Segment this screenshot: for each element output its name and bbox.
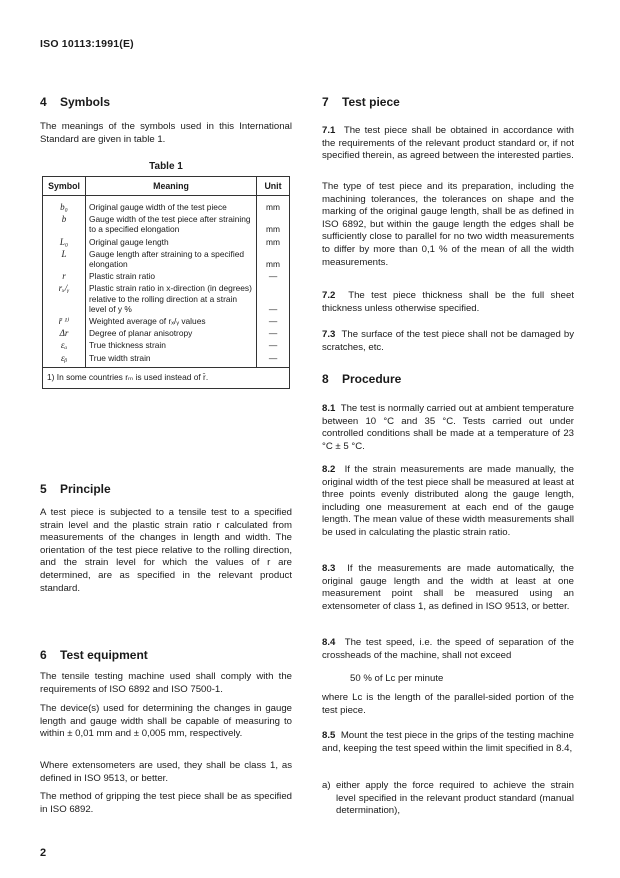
clause-text: The test piece shall be obtained in accordance with the requirements of the relevant product standard or, if not specified therein, as agreed between the interested parties. — [322, 125, 574, 162]
column-header-meaning: Meaning — [86, 177, 257, 196]
unit-cell: — — [257, 282, 290, 315]
section-8-heading — [322, 372, 574, 386]
symbol-cell: b — [43, 213, 86, 235]
column-header-symbol: Symbol — [43, 177, 86, 196]
symbols-table — [42, 176, 290, 389]
page-number: 2 — [40, 847, 47, 859]
table-row — [43, 315, 290, 327]
section-number: 4 — [40, 95, 47, 109]
section-5-heading — [40, 482, 292, 496]
clause-text: The surface of the test piece shall not be damaged by scratches, etc. — [322, 329, 574, 353]
clause-8-1 — [322, 403, 574, 453]
table-row — [43, 213, 290, 235]
symbol-cell: εᵦ — [43, 352, 86, 368]
section-6-paragraph: The tensile testing machine used shall comply with the requirements of ISO 6892 and ISO 7500-1. — [40, 671, 292, 695]
unit-cell: — — [257, 327, 290, 339]
meaning-cell: Weighted average of rₓ/ᵧ values — [86, 315, 257, 327]
clause-8-2 — [322, 464, 574, 540]
section-4-heading — [40, 95, 292, 109]
clause-text: The test speed, i.e. the speed of separation of the crossheads of the machine, shall not exceed — [322, 637, 574, 661]
section-number: 7 — [322, 95, 329, 109]
clause-8-4-where: where Lc is the length of the parallel-sided portion of the test piece. — [322, 692, 574, 716]
section-title: Symbols — [60, 95, 111, 109]
table-caption: Table 1 — [149, 161, 183, 172]
clause-number: 8.2 — [322, 464, 336, 475]
section-4-intro: The meanings of the symbols used in this International Standard are given in table 1. — [40, 121, 292, 145]
list-item-a — [322, 780, 574, 818]
table-row — [43, 236, 290, 248]
clause-number: 7.3 — [322, 329, 336, 340]
clause-text: The test piece thickness shall be the full sheet thickness unless otherwise specified. — [322, 290, 574, 314]
section-6-paragraph: Where extensometers are used, they shall be class 1, as defined in ISO 9513, or better. — [40, 760, 292, 784]
section-title: Test piece — [342, 95, 400, 109]
clause-text: The test is normally carried out at ambient temperature between 10 °C and 35 °C. Tests carried out under controlled conditions shall be made at a temperature of 23 °C ± 5 °C. — [322, 403, 574, 452]
meaning-cell: True width strain — [86, 352, 257, 368]
clause-7-3 — [322, 329, 574, 354]
list-label: a) — [322, 780, 331, 791]
section-title: Procedure — [342, 372, 402, 386]
unit-cell: — — [257, 352, 290, 368]
clause-text: If the strain measurements are made manually, the original width of the test piece shall be measured at least at three points evenly distributed along the gauge length, including one measurement at each end of the gauge length. The mean value of these width measurements shall be used in calculating the plastic strain ratio. — [322, 464, 574, 538]
meaning-cell: Gauge length after straining to a specified elongation — [86, 248, 257, 270]
symbol-cell: L — [43, 248, 86, 270]
unit-cell: mm — [257, 213, 290, 235]
table-row — [43, 352, 290, 368]
section-5-text: A test piece is subjected to a tensile test to a specified strain level and the plastic strain ratio r calculated from measurements of the changes in length and width. The orientation of the test piece relative to the rolling direction, and the strain level for which the values of r are determined, are as specified in the relevant product standard. — [40, 507, 292, 594]
section-6-paragraph: The method of gripping the test piece shall be as specified in ISO 6892. — [40, 791, 292, 815]
section-title: Principle — [60, 482, 111, 496]
section-title: Test equipment — [60, 648, 148, 662]
section-7-heading — [322, 95, 574, 109]
symbol-cell: εₐ — [43, 339, 86, 351]
column-header-unit: Unit — [257, 177, 290, 196]
section-number: 5 — [40, 482, 47, 496]
symbol-cell: Δr — [43, 327, 86, 339]
meaning-cell: Original gauge width of the test piece — [86, 196, 257, 214]
clause-7-2 — [322, 290, 574, 315]
speed-formula: 50 % of Lc per minute — [350, 673, 444, 684]
symbol-cell: r̄ ¹⁾ — [43, 315, 86, 327]
table-row — [43, 339, 290, 351]
meaning-cell: Original gauge length — [86, 236, 257, 248]
symbol-cell: L₀ — [43, 236, 86, 248]
meaning-cell: Degree of planar anisotropy — [86, 327, 257, 339]
unit-cell: mm — [257, 196, 290, 214]
list-text: either apply the force required to achieve the strain level specified in the relevant product standard (manual determination), — [336, 780, 574, 817]
table-row — [43, 248, 290, 270]
table-row — [43, 196, 290, 214]
table-row — [43, 327, 290, 339]
clause-text: Mount the test piece in the grips of the testing machine and, keeping the test speed within the limit specified in 8.4, — [322, 730, 574, 754]
unit-cell: — — [257, 339, 290, 351]
clause-number: 7.1 — [322, 125, 336, 136]
table-row — [43, 270, 290, 282]
meaning-cell: Gauge width of the test piece after straining to a specified elongation — [86, 213, 257, 235]
table-row — [43, 282, 290, 315]
clause-8-4 — [322, 637, 574, 662]
meaning-cell: Plastic strain ratio — [86, 270, 257, 282]
clause-7-1 — [322, 125, 574, 163]
clause-number: 8.4 — [322, 637, 336, 648]
section-6-heading — [40, 648, 292, 662]
unit-cell: mm — [257, 236, 290, 248]
symbol-cell: b₀ — [43, 196, 86, 214]
section-number: 8 — [322, 372, 329, 386]
table-footnote: 1) In some countries rₘ is used instead of r̄. — [43, 367, 290, 388]
document-header: ISO 10113:1991(E) — [40, 38, 134, 50]
clause-number: 8.3 — [322, 563, 336, 574]
unit-cell: — — [257, 315, 290, 327]
clause-number: 8.1 — [322, 403, 336, 414]
symbol-cell: rₓ/ᵧ — [43, 282, 86, 315]
symbol-cell: r — [43, 270, 86, 282]
meaning-cell: Plastic strain ratio in x-direction (in degrees) relative to the rolling direction at a strain level of y % — [86, 282, 257, 315]
section-6-paragraph: The device(s) used for determining the changes in gauge length and gauge width shall be capable of measuring to within ± 0,01 mm and ± 0,005 mm, respectively. — [40, 703, 292, 740]
unit-cell: — — [257, 270, 290, 282]
clause-text: If the measurements are made automatically, the original gauge length and the width at least at one measurement point shall be measured using an extensometer of class 1, as defined in ISO 9513, or better. — [322, 563, 574, 612]
meaning-cell: True thickness strain — [86, 339, 257, 351]
clause-8-3 — [322, 563, 574, 613]
clause-number: 8.5 — [322, 730, 336, 741]
clause-8-5 — [322, 730, 574, 755]
clause-7-1-continued: The type of test piece and its preparation, including the machining tolerances, the tolerances on shape and the marking of the original gauge length, shall be as defined in ISO 6892, but within the gauge length the edges shall be sufficiently close to parallel for no two width measurements to differ by more than 0,1 % of the mean of all the width measurements. — [322, 181, 574, 268]
unit-cell: mm — [257, 248, 290, 270]
section-number: 6 — [40, 648, 47, 662]
clause-number: 7.2 — [322, 290, 336, 301]
